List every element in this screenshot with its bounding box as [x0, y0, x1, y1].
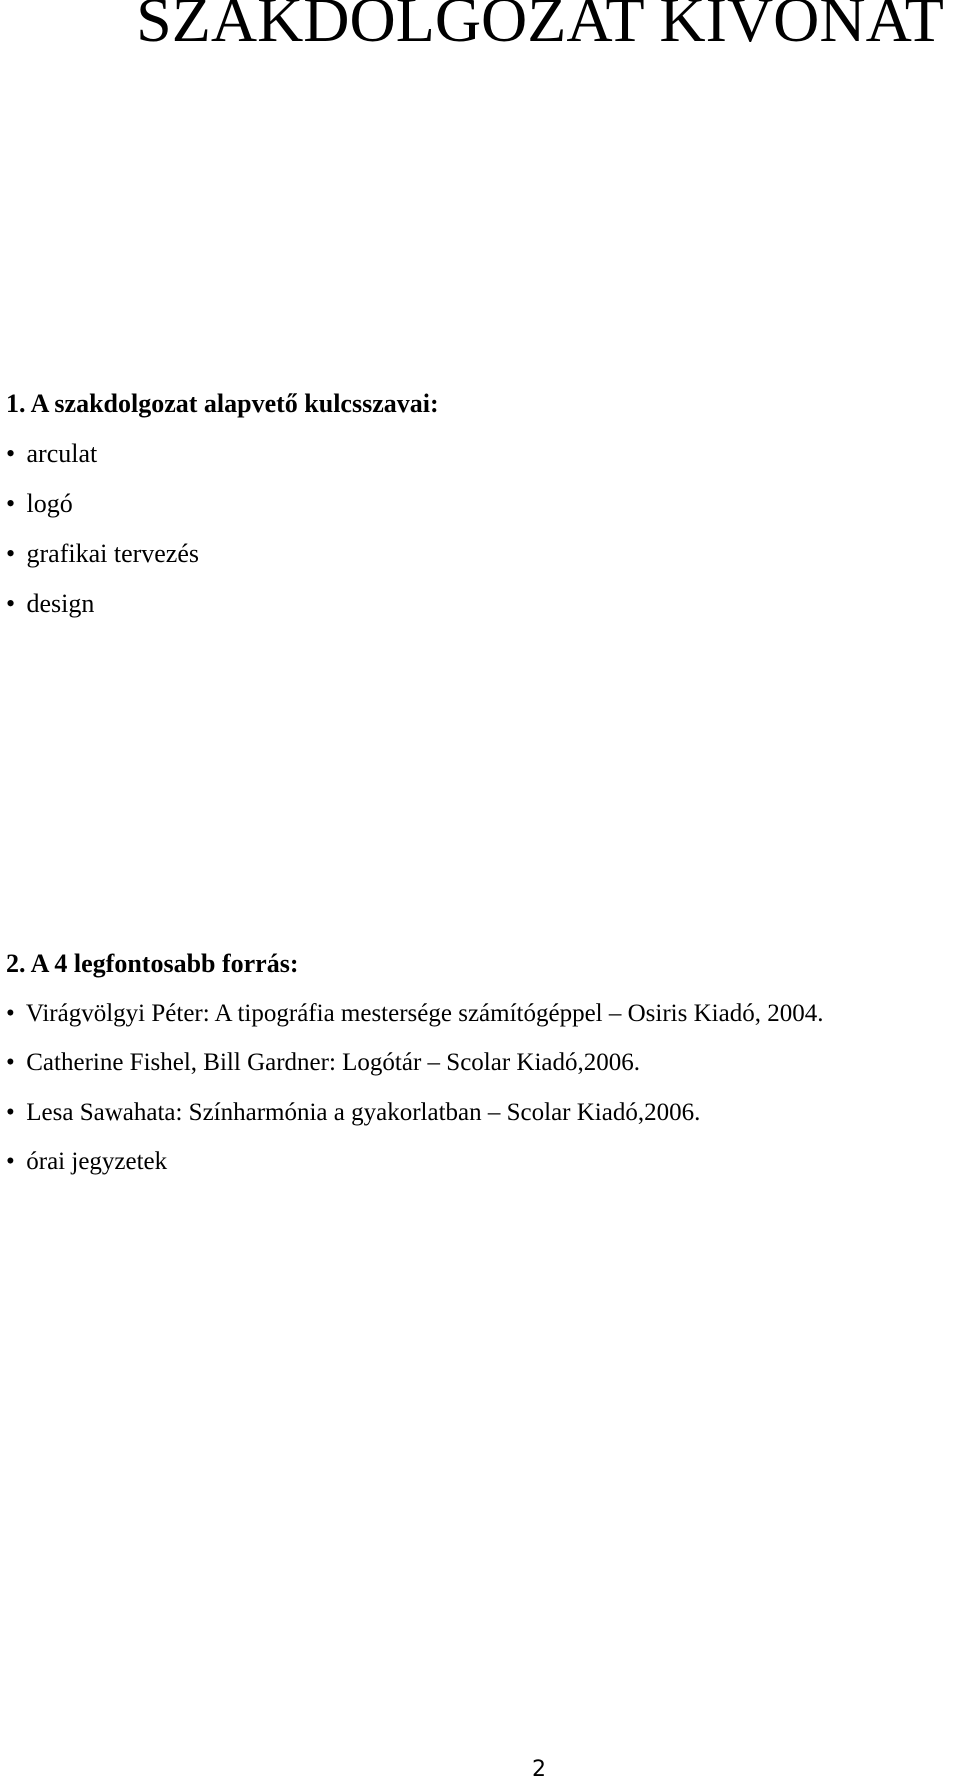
sources-heading: 2. A 4 legfontosabb forrás:	[6, 949, 299, 978]
list-item-text: Lesa Sawahata: Színharmónia a gyakorlatban – Scolar Kiadó,2006.	[26, 1098, 701, 1126]
sources-section	[6, 946, 956, 1180]
list-item-text: grafikai tervezés	[26, 539, 200, 568]
bullet-icon: •	[6, 1148, 15, 1175]
keywords-list	[6, 436, 956, 622]
bullet-icon: •	[6, 589, 16, 618]
keywords-heading: 1. A szakdolgozat alapvető kulcsszavai:	[6, 389, 439, 418]
bullet-icon: •	[6, 1098, 15, 1126]
list-item	[6, 1144, 956, 1180]
bullet-icon: •	[6, 489, 16, 518]
list-item-text: logó	[26, 489, 73, 518]
list-item	[6, 536, 956, 572]
list-item	[6, 996, 956, 1032]
list-item	[6, 486, 956, 522]
list-item	[6, 436, 956, 472]
bullet-icon: •	[6, 999, 15, 1027]
list-item	[6, 586, 956, 622]
keywords-section	[6, 386, 956, 622]
list-item-text: Virágvölgyi Péter: A tipográfia mestersége számítógéppel – Osiris Kiadó, 2004.	[25, 999, 824, 1027]
document-title: SZAKDOLGOZAT KIVONAT	[136, 0, 944, 55]
bullet-icon: •	[6, 1049, 15, 1076]
list-item-text: design	[26, 589, 95, 618]
list-item	[6, 1095, 956, 1131]
list-item-text: órai jegyzetek	[26, 1148, 168, 1175]
bullet-icon: •	[6, 539, 16, 568]
page-number: 2	[532, 1757, 546, 1782]
list-item-text: Catherine Fishel, Bill Gardner: Logótár – Scolar Kiadó,2006.	[26, 1049, 641, 1076]
bullet-icon: •	[6, 439, 16, 468]
list-item	[6, 1045, 956, 1081]
sources-list	[6, 996, 956, 1181]
list-item-text: arculat	[26, 439, 98, 468]
